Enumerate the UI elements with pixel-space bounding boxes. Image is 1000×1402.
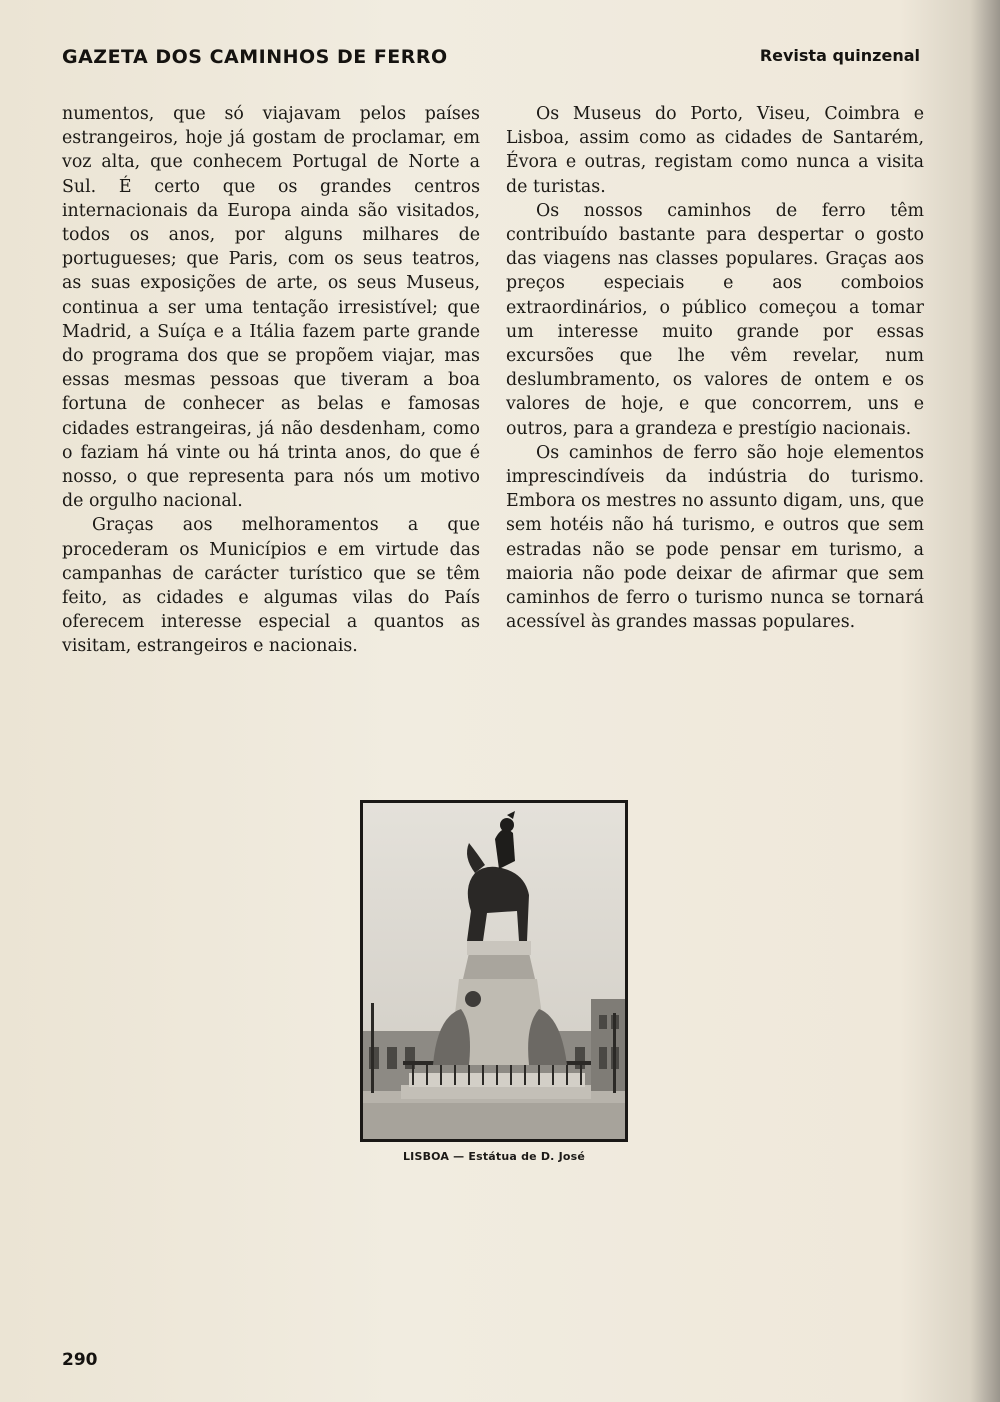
paragraph: Os caminhos de ferro são hoje elementos imprescindíveis da indústria do turismo. Embora os mestres no assunto digam, uns, que sem hotéis não há turismo, e outros que sem estradas não se pode pensar em turismo, a maioria não pode deixar de afirmar que sem caminhos de ferro o turismo nunca se tornará acessível às grandes massas populares. [506, 442, 924, 633]
paragraph: Os nossos caminhos de ferro têm contribuído bastante para despertar o gosto das viagens nas classes populares. Graças aos preços especiais e aos comboios extraordinários, o público começou a tomar um interesse muito grande por essas excursões que lhe vêm revelar, num deslumbramento, os valores de ontem e os valores de hoje, e que concorrem, uns e outros, para a grandeza e prestígio nacionais. [506, 200, 924, 439]
equestrian-statue-illustration [363, 803, 625, 1139]
figure [360, 800, 628, 1163]
journal-title: GAZETA DOS CAMINHOS DE FERRO [62, 46, 448, 68]
running-header [0, 40, 1000, 76]
paragraph: numentos, que só viajavam pelos países estrangeiros, hoje já gostam de proclamar, em voz alta, que conhecem Portugal de Norte a Sul. É certo que os grandes centros internacionais da Europa ainda são visitados, todos os anos, por alguns milhares de portugueses; que Paris, com os seus teatros, as suas exposições de arte, os seus Museus, continua a ser uma tentação irresistível; que Madrid, a Suíça e a Itália fazem parte grande do programa dos que se propõem viajar, mas essas mesmas pessoas que tiveram a boa fortuna de conhecer as belas e famosas cidades estrangeiras, já não desdenham, como o faziam há vinte ou há trinta anos, do que é nosso, o que representa para nós um motivo de orgulho nacional. [62, 104, 480, 512]
periodicity-label: Revista quinzenal [759, 46, 920, 65]
paragraph: Os Museus do Porto, Viseu, Coimbra e Lisboa, assim como as cidades de Santarém, Évora e outras, registam como nunca a visita de turistas. [506, 104, 924, 197]
statue-photo [360, 800, 628, 1142]
figure-caption: LISBOA — Estátua de D. José [402, 1150, 586, 1163]
paragraph: Graças aos melhoramentos a que procederam os Municípios e em virtude das campanhas de carácter turístico que se têm feito, as cidades e algumas vilas do País oferecem interesse especial a quantos as visitam, estrangeiros e nacionais. [62, 515, 480, 657]
right-text-column [506, 102, 924, 634]
left-text-column [62, 102, 480, 659]
page-number: 290 [62, 1350, 98, 1370]
